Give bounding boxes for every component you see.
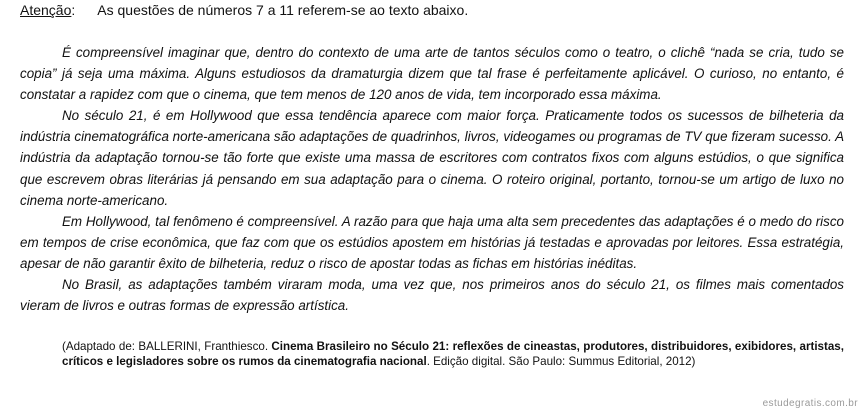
source-citation [62,340,844,369]
passage-paragraph-3: Em Hollywood, tal fenômeno é compreensível. A razão para que haja uma alta sem precedentes das adaptações é o medo do risco em tempos de crise econômica, que faz com que os estúdios apostem em histórias já testadas e aprovadas por leitores. Essa estratégia, apesar de não garantir êxito de bilheteria, reduz o risco de apostar todas as fichas em histórias inéditas. [20,213,844,271]
citation-suffix: . Edição digital. São Paulo: Summus Editorial, 2012) [426,354,696,368]
citation-prefix: (Adaptado de: BALLERINI, Franthiesco. [62,340,272,353]
attention-separator: : [71,2,76,18]
instruction-text: As questões de números 7 a 11 referem-se ao texto abaixo. [97,2,469,18]
passage-paragraph-4: No Brasil, as adaptações também viraram moda, uma vez que, nos primeiros anos do século 21, os filmes mais comentados vieram de livros e outras formas de expressão artística. [20,277,844,314]
citation-title: Cinema Brasileiro no Século 21: reflexões de cineastas, produtores, distribuidores, exibidores, artistas, críticos e legisladores sobre os rumos da cinematografia nacional [62,340,844,368]
passage-paragraph-1: É compreensível imaginar que, dentro do contexto de uma arte de tantos séculos como o teatro, o clichê “nada se cria, tudo se copia” já seja uma máxima. Alguns estudiosos da dramaturgia dizem que tal frase é perfeitamente aplicável. O curioso, no entanto, é constatar a rapidez com que o cinema, que tem menos de 120 anos de vida, tem incorporado essa máxima. [20,45,844,103]
instruction-header [20,0,468,20]
site-watermark: estudegratis.com.br [762,398,858,409]
attention-label: Atenção [20,2,72,18]
passage-text [20,42,844,316]
passage-paragraph-2: No século 21, é em Hollywood que essa tendência aparece com maior força. Praticamente todos os sucessos de bilheteria da indústria cinematográfica norte-americana são adaptações de quadrinhos, livros, videogames ou programas de TV que fizeram sucesso. A indústria da adaptação tornou-se tão forte que existe uma massa de escritores com contratos fixos com alguns estúdios, o que significa que escrevem obras literárias já pensando em sua adaptação para o cinema. O roteiro original, portanto, tornou-se um artigo de luxo no cinema norte-americano. [20,108,844,208]
